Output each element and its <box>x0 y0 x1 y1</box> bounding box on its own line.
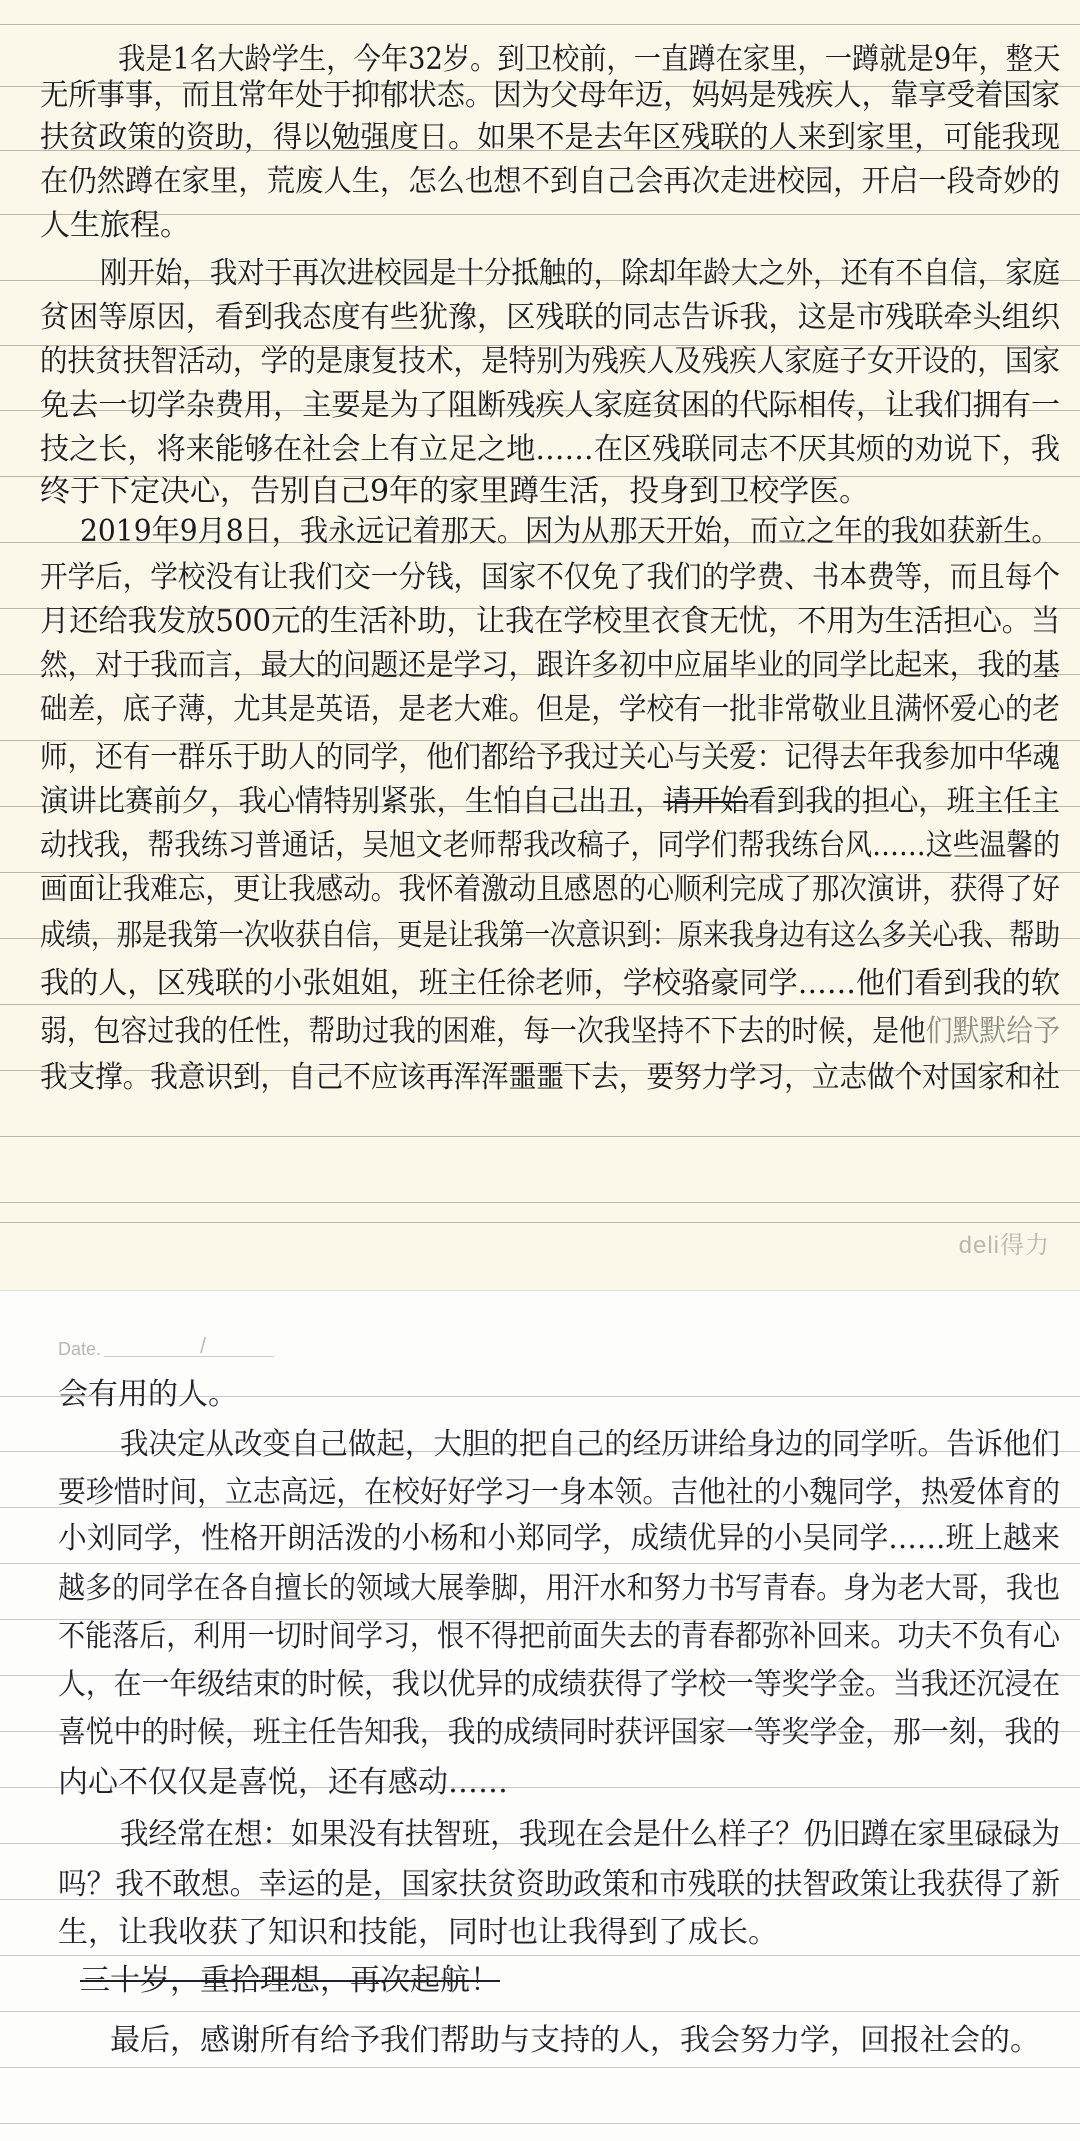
text-line: 贫困等原因，看到我态度有些犹豫，区残联的同志告诉我，这是市残联牵头组织 <box>40 300 1060 335</box>
text-line: 人，在一年级结束的时候，我以优异的成绩获得了学校一等奖学金。当我还沉浸在 <box>58 1667 1061 1702</box>
text-line: 我经常在想：如果没有扶智班，我现在会是什么样子？仍旧蹲在家里碌碌为 <box>120 1817 1061 1852</box>
text-line: 动找我，帮我练习普通话，吴旭文老师帮我改稿子，同学们帮我练台风……这些温馨的 <box>40 828 1060 863</box>
date-underline <box>104 1356 274 1357</box>
ruled-line <box>0 24 1080 25</box>
text-line: 扶贫政策的资助，得以勉强度日。如果不是去年区残联的人来到家里，可能我现 <box>40 120 1060 155</box>
text-line: 刚开始，我对于再次进校园是十分抵触的，除却年龄大之外，还有不自信，家庭 <box>100 256 1061 291</box>
text-line: 我的人，区残联的小张姐姐，班主任徐老师，学校骆豪同学……他们看到我的软 <box>40 966 1060 1001</box>
text-line: 要珍惜时间，立志高远，在校好好学习一身本领。吉他社的小魏同学，热爱体育的 <box>58 1475 1061 1510</box>
text-line: 免去一切学杂费用，主要是为了阻断残疾人家庭贫困的代际相传，让我们拥有一 <box>40 388 1060 423</box>
text-line: 月还给我发放500元的生活补助，让我在学校里衣食无忧，不用为生活担心。当 <box>40 604 1061 639</box>
date-label: Date. <box>58 1339 102 1359</box>
text-line: 的扶贫扶智活动，学的是康复技术，是特别为残疾人及残疾人家庭子女开设的，国家 <box>40 344 1060 379</box>
text-fragment: 看到我的担心，班主任主 <box>748 784 1060 819</box>
text-line: 我支撑。我意识到，自己不应该再浑浑噩噩下去，要努力学习，立志做个对国家和社 <box>40 1060 1060 1095</box>
text-line: 础差，底子薄，尤其是英语，是老大难。但是，学校有一批非常敬业且满怀爱心的老 <box>40 692 1060 727</box>
text-line: 会有用的人。 <box>58 1377 238 1412</box>
text-line: 然，对于我而言，最大的问题还是学习，跟许多初中应届毕业的同学比起来，我的基 <box>40 648 1060 683</box>
text-line: 吗？我不敢想。幸运的是，国家扶贫资助政策和市残联的扶智政策让我获得了新 <box>58 1867 1061 1902</box>
ruled-line <box>0 1563 1080 1564</box>
text-fragment: 演讲比赛前夕，我心情特别紧张，生怕自己出丑， <box>40 784 664 819</box>
text-line: 最后，感谢所有给予我们帮助与支持的人，我会努力学，回报社会的。 <box>110 2023 1040 2058</box>
date-slash: / <box>200 1333 207 1358</box>
faded-text: 们默默给予 <box>925 1014 1060 1049</box>
text-line: 终于下定决心，告别自己9年的家里蹲生活，投身到卫校学医。 <box>40 474 870 509</box>
text-line: 越多的同学在各自擅长的领域大展拳脚，用汗水和努力书写青春。身为老大哥，我也 <box>58 1571 1060 1606</box>
crossed-out-text: 请开始 <box>663 784 749 819</box>
crossed-out-line: 三十岁，重拾理想，再次起航！ <box>80 1963 500 1998</box>
ruled-line <box>0 1955 1080 1956</box>
text-line <box>40 780 1060 824</box>
notebook-page-2 <box>0 1290 1080 2141</box>
text-line: 师，还有一群乐于助人的同学，他们都给予我过关心与关爱：记得去年我参加中华魂 <box>40 740 1060 775</box>
text-line: 在仍然蹲在家里，荒废人生，怎么也想不到自己会再次走进校园，开启一段奇妙的 <box>40 164 1060 199</box>
ruled-line <box>0 2123 1080 2124</box>
text-line: 2019年9月8日，我永远记着那天。因为从那天开始，而立之年的我如获新生。 <box>80 514 1060 549</box>
text-line: 生，让我收获了知识和技能，同时也让我得到了成长。 <box>58 1915 778 1950</box>
text-line: 成绩，那是我第一次收获自信，更是让我第一次意识到：原来我身边有这么多关心我、帮助 <box>40 918 1060 953</box>
text-line <box>40 1010 1060 1054</box>
text-line: 我决定从改变自己做起，大胆的把自己的经历讲给身边的同学听。告诉他们 <box>120 1427 1061 1462</box>
deli-logo: deli得力 <box>958 1232 1050 1259</box>
ruled-line <box>0 1136 1080 1137</box>
text-line: 我是1名大龄学生，今年32岁。到卫校前，一直蹲在家里，一蹲就是9年，整天 <box>118 42 1061 77</box>
ruled-line <box>0 1222 1080 1223</box>
ruled-line <box>0 2011 1080 2012</box>
text-line: 开学后，学校没有让我们交一分钱，国家不仅免了我们的学费、书本费等，而且每个 <box>40 560 1060 595</box>
text-line: 无所事事，而且常年处于抑郁状态。因为父母年迈，妈妈是残疾人，靠享受着国家 <box>40 78 1060 113</box>
text-line: 喜悦中的时候，班主任告知我，我的成绩同时获评国家一等奖学金，那一刻，我的 <box>58 1715 1061 1750</box>
text-line: 小刘同学，性格开朗活泼的小杨和小郑同学，成绩优异的小吴同学……班上越来 <box>58 1521 1061 1556</box>
text-line: 不能落后，利用一切时间学习，恨不得把前面失去的青春都弥补回来。功夫不负有心 <box>58 1619 1060 1654</box>
ruled-line <box>0 2067 1080 2068</box>
text-fragment: 弱，包容过我的任性，帮助过我的困难，每一次我坚持不下去的时候，是他 <box>40 1014 926 1049</box>
text-line: 人生旅程。 <box>40 208 190 243</box>
ruled-line <box>0 1202 1080 1203</box>
text-line: 内心不仅仅是喜悦，还有感动…… <box>58 1765 508 1800</box>
text-line: 画面让我难忘，更让我感动。我怀着激动且感恩的心顺利完成了那次演讲，获得了好 <box>40 872 1060 907</box>
text-line: 技之长，将来能够在社会上有立足之地……在区残联同志不厌其烦的劝说下，我 <box>40 432 1060 467</box>
